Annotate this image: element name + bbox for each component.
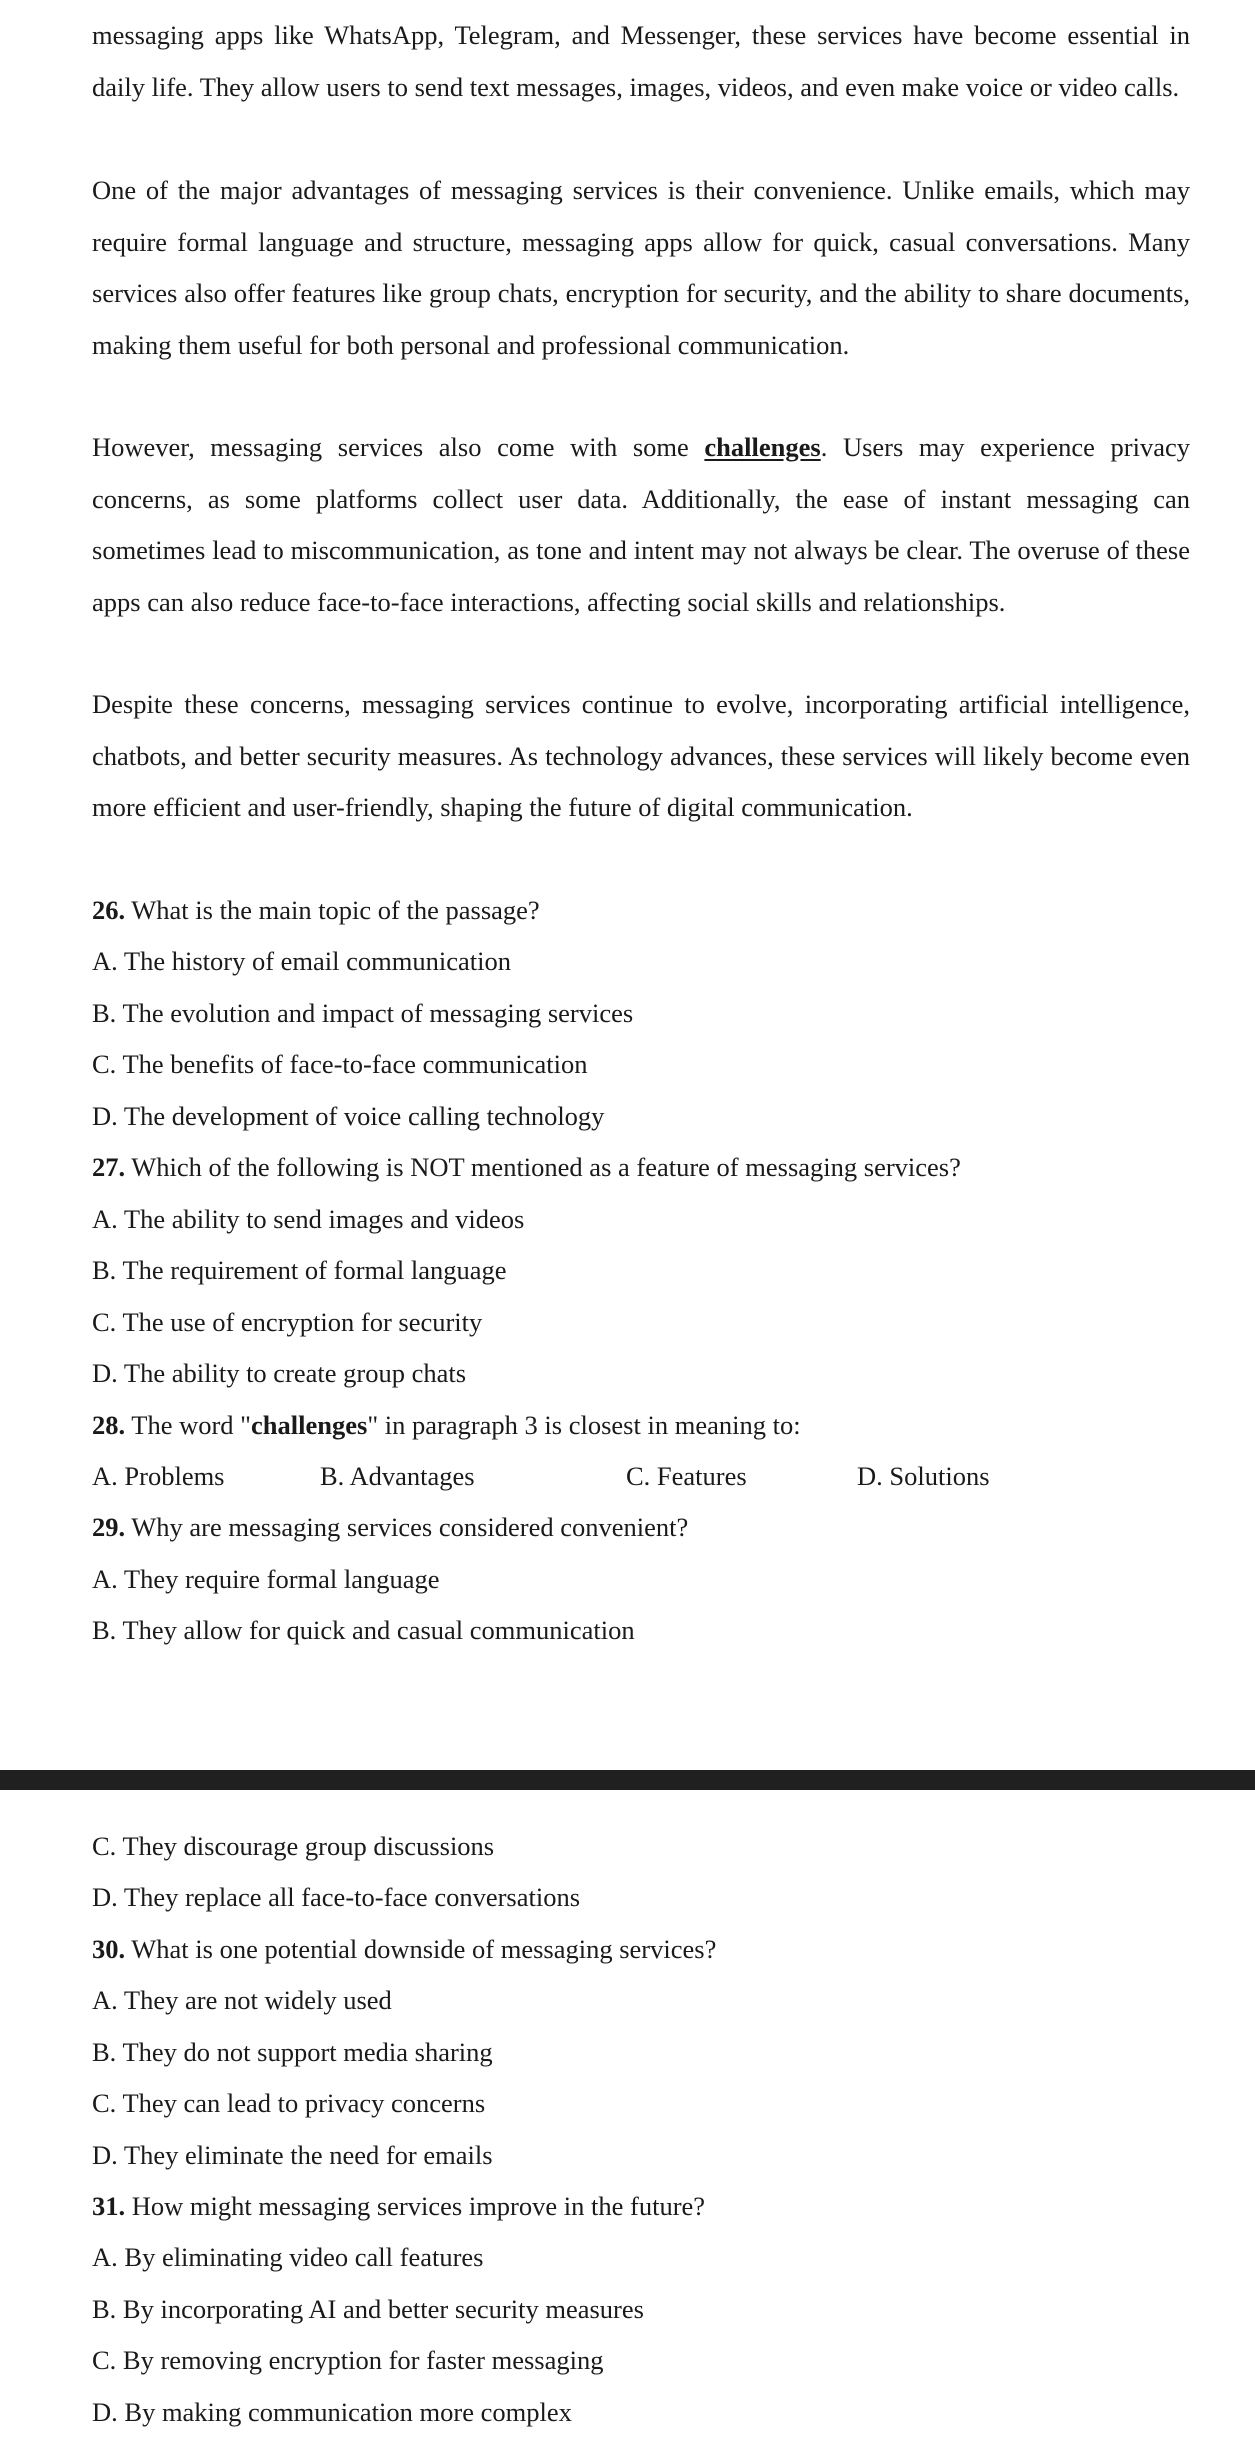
question-30 [92, 1924, 716, 1976]
option-29-c: C. They discourage group discussions [92, 1831, 495, 1861]
page-divider [0, 1770, 1255, 1790]
question-28 [92, 1400, 801, 1452]
option-31-c: C. By removing encryption for faster messaging [92, 2345, 604, 2375]
option-30-a: A. They are not widely used [92, 1985, 392, 2015]
option-31-b: B. By incorporating AI and better security measures [92, 2294, 644, 2324]
options-row-28 [0, 1451, 1255, 1503]
option-26-a: A. The history of email communication [92, 946, 512, 976]
option-28-c: C. Features [626, 1461, 747, 1491]
question-27 [92, 1142, 961, 1194]
passage-paragraph-2: One of the major advantages of messaging services is their convenience. Unlike emails, which may require formal language and structure, messaging apps allow for quick, casual conversations. Many services also offer features like group chats, encryption for security, and the ability to share documents, making them useful for both personal and professional communication. [92, 175, 1190, 360]
passage-paragraph-1: messaging apps like WhatsApp, Telegram, and Messenger, these services have become essential in daily life. They allow users to send text messages, images, videos, and even make voice or video calls. [92, 20, 1190, 102]
passage-paragraph-3-end: . Users may experience privacy concerns, as some platforms collect user data. Additionally, the ease of instant messaging can sometimes lead to miscommunication, as tone and intent may not always be clear. The overuse of these apps can also reduce face-to-face interactions, affecting social skills and relationships. [92, 432, 1190, 617]
question-31 [92, 2181, 705, 2233]
option-31-d: D. By making communication more complex [92, 2397, 572, 2427]
option-26-b: B. The evolution and impact of messaging services [92, 998, 634, 1028]
question-text: What is one potential downside of messaging services? [125, 1934, 717, 1964]
question-26 [92, 885, 540, 937]
passage-paragraph-3-start: However, messaging services also come with some [92, 432, 705, 462]
question-number: 27. [92, 1152, 126, 1182]
option-29-b: B. They allow for quick and casual communication [92, 1615, 635, 1645]
highlighted-keyword: challenges [704, 432, 821, 462]
question-text-end: " in paragraph 3 is closest in meaning to: [367, 1410, 801, 1440]
question-number: 28. [92, 1410, 126, 1440]
quoted-keyword: challenges [251, 1410, 368, 1440]
question-text-start: The word " [125, 1410, 251, 1440]
option-30-b: B. They do not support media sharing [92, 2037, 493, 2067]
option-30-d: D. They eliminate the need for emails [92, 2140, 493, 2170]
passage-paragraph-3 [92, 422, 1190, 628]
option-27-b: B. The requirement of formal language [92, 1255, 507, 1285]
question-29 [92, 1502, 688, 1554]
question-number: 26. [92, 895, 126, 925]
option-27-d: D. The ability to create group chats [92, 1358, 467, 1388]
option-27-a: A. The ability to send images and videos [92, 1204, 525, 1234]
question-number: 31. [92, 2191, 126, 2221]
question-text: How might messaging services improve in the future? [125, 2191, 706, 2221]
option-30-c: C. They can lead to privacy concerns [92, 2088, 486, 2118]
option-28-a: A. Problems [92, 1461, 225, 1491]
option-26-c: C. The benefits of face-to-face communication [92, 1049, 588, 1079]
question-text: What is the main topic of the passage? [125, 895, 540, 925]
passage-paragraph-4: Despite these concerns, messaging services continue to evolve, incorporating artificial intelligence, chatbots, and better security measures. As technology advances, these services will likely become even more efficient and user-friendly, shaping the future of digital communication. [92, 689, 1190, 822]
question-text: Which of the following is NOT mentioned as a feature of messaging services? [125, 1152, 961, 1182]
option-27-c: C. The use of encryption for security [92, 1307, 483, 1337]
question-text: Why are messaging services considered convenient? [125, 1512, 689, 1542]
option-28-b: B. Advantages [320, 1461, 475, 1491]
option-31-a: A. By eliminating video call features [92, 2242, 484, 2272]
question-number: 29. [92, 1512, 126, 1542]
option-28-d: D. Solutions [857, 1461, 990, 1491]
option-26-d: D. The development of voice calling technology [92, 1101, 605, 1131]
option-29-d: D. They replace all face-to-face conversations [92, 1882, 581, 1912]
option-29-a: A. They require formal language [92, 1564, 440, 1594]
question-number: 30. [92, 1934, 126, 1964]
